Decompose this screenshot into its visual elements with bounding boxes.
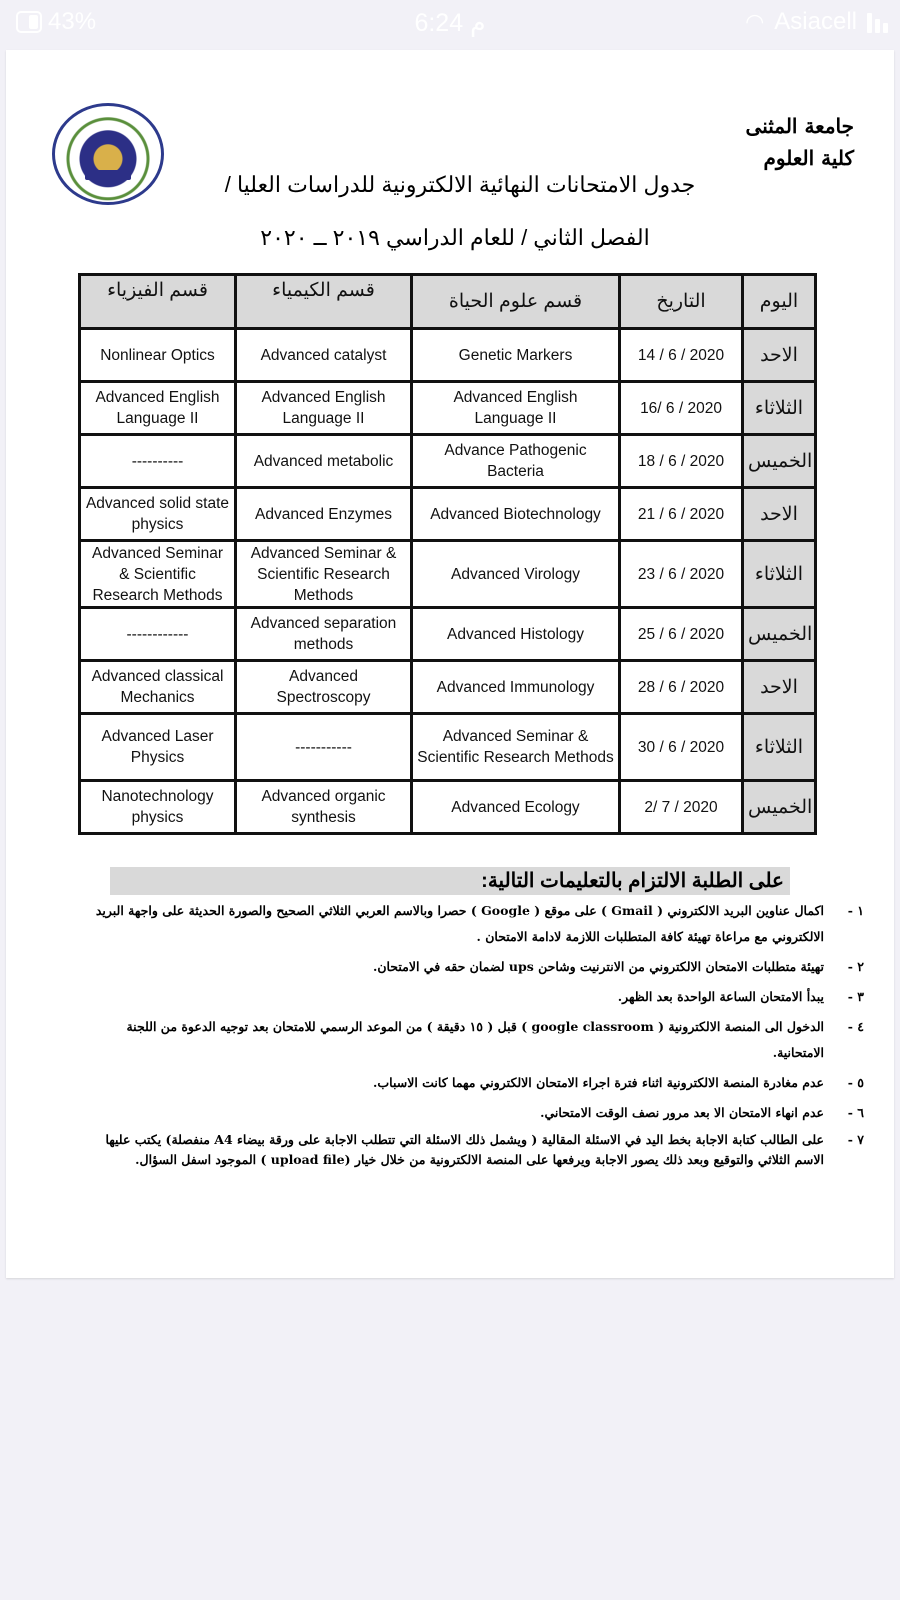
cell-physics: Advanced classical Mechanics <box>80 661 236 714</box>
instruction-text: يبدأ الامتحان الساعة الواحدة بعد الظهر. <box>617 989 824 1004</box>
instruction-number: ٥ - <box>847 1075 864 1090</box>
instruction-item <box>82 954 864 980</box>
instruction-text: على الطالب كتابة الاجابة بخط اليد في الاسئلة المقالية ( ويشمل ذلك الاسئلة التي تتطلب الاجابة على ورقة بيضاء A4 منفصلة) يكتب عليها الاسم الثلاثي والتوقيع وبعد ذلك يصور الاجابة ويرفعها على المنصة الالكترونية من خلال خيار (upload file ) الموجود اسفل السؤال. <box>105 1132 824 1167</box>
cell-day: الثلاثاء <box>743 714 816 781</box>
cell-biology: Genetic Markers <box>412 329 620 382</box>
university-name: جامعة المثنى <box>745 114 854 138</box>
table-row <box>80 661 816 714</box>
document-title: جدول الامتحانات النهائية الالكترونية للدراسات العليا / <box>224 172 696 197</box>
instructions-list <box>82 898 864 1174</box>
cell-physics: ------------ <box>80 608 236 661</box>
header-biology: قسم علوم الحياة <box>412 275 620 329</box>
cell-chemistry: Advanced separation methods <box>236 608 412 661</box>
instruction-item <box>82 898 864 950</box>
cell-date: 16/ 6 / 2020 <box>620 382 743 435</box>
cell-chemistry: Advanced Seminar & Scientific Research Methods <box>236 541 412 608</box>
cell-date: 23 / 6 / 2020 <box>620 541 743 608</box>
table-row <box>80 488 816 541</box>
cell-biology: Advanced Ecology <box>412 781 620 834</box>
cell-date: 25 / 6 / 2020 <box>620 608 743 661</box>
instruction-item <box>82 984 864 1010</box>
table-row <box>80 781 816 834</box>
cell-date: 14 / 6 / 2020 <box>620 329 743 382</box>
instruction-number: ٦ - <box>847 1105 864 1120</box>
cell-day: الخميس <box>743 781 816 834</box>
instruction-text: عدم انهاء الامتحان الا بعد مرور نصف الوقت الامتحاني. <box>540 1105 824 1120</box>
status-bar <box>0 0 900 46</box>
table-row <box>80 329 816 382</box>
cell-physics: Advanced Seminar & Scientific Research Methods <box>80 541 236 608</box>
signal-icon <box>867 11 888 33</box>
cell-biology: Advanced Histology <box>412 608 620 661</box>
document-page[interactable] <box>6 50 894 1278</box>
header-day: اليوم <box>743 275 816 329</box>
cell-physics: Advanced English Language II <box>80 382 236 435</box>
cell-date: 2/ 7 / 2020 <box>620 781 743 834</box>
cell-day: الثلاثاء <box>743 382 816 435</box>
instruction-number: ٢ - <box>847 959 864 974</box>
document-subtitle: الفصل الثاني / للعام الدراسي ٢٠١٩ ــ ٢٠٢٠ <box>260 225 650 250</box>
exam-schedule-table <box>78 273 817 835</box>
cell-biology: Advanced Seminar & Scientific Research Methods <box>412 714 620 781</box>
cell-chemistry: Advanced Enzymes <box>236 488 412 541</box>
cell-biology: Advanced Biotechnology <box>412 488 620 541</box>
instruction-number: ١ - <box>847 903 864 918</box>
cell-chemistry: Advanced English Language II <box>236 382 412 435</box>
wifi-icon: ◠ <box>745 9 765 34</box>
cell-chemistry: ----------- <box>236 714 412 781</box>
battery-percent: 43% <box>48 8 97 35</box>
cell-day: الخميس <box>743 608 816 661</box>
instruction-text: الدخول الى المنصة الالكترونية ( google classroom ) قبل ( ١٥ دقيقة ) من الموعد الرسمي للامتحان بعد توجيه الدعوة من اللجنة الامتحانية. <box>126 1019 824 1060</box>
cell-chemistry: Advanced organic synthesis <box>236 781 412 834</box>
cell-date: 28 / 6 / 2020 <box>620 661 743 714</box>
cell-biology: Advance Pathogenic Bacteria <box>412 435 620 488</box>
cell-date: 21 / 6 / 2020 <box>620 488 743 541</box>
cell-day: الخميس <box>743 435 816 488</box>
cell-date: 18 / 6 / 2020 <box>620 435 743 488</box>
instructions-heading: على الطلبة الالتزام بالتعليمات التالية: <box>110 867 790 895</box>
instruction-item <box>82 1130 864 1170</box>
cell-day: الثلاثاء <box>743 541 816 608</box>
status-right <box>745 8 888 36</box>
college-name: كلية العلوم <box>763 146 854 170</box>
cell-physics: Nonlinear Optics <box>80 329 236 382</box>
instruction-text: اكمال عناوين البريد الالكتروني ( Gmail ) على موقع ( Google ) حصرا وبالاسم العربي الثلاثي الصحيح والصورة الحديثة على واجهة البريد الالكتروني مع مراعاة تهيئة كافة المتطلبات اللازمة لادامة الامتحان . <box>95 903 824 944</box>
instruction-item <box>82 1014 864 1066</box>
carrier-name: Asiacell <box>774 8 857 35</box>
cell-biology: Advanced Immunology <box>412 661 620 714</box>
cell-date: 30 / 6 / 2020 <box>620 714 743 781</box>
cell-day: الاحد <box>743 488 816 541</box>
header-physics: قسم الفيزياء <box>80 275 236 329</box>
instruction-text: تهيئة متطلبات الامتحان الالكتروني من الانترنيت وشاحن ups لضمان حقه في الامتحان. <box>372 959 824 974</box>
header-date: التاريخ <box>620 275 743 329</box>
cell-physics: ---------- <box>80 435 236 488</box>
cell-physics: Advanced solid state physics <box>80 488 236 541</box>
table-row <box>80 382 816 435</box>
table-row <box>80 541 816 608</box>
institution-header <box>746 110 854 174</box>
cell-physics: Advanced Laser Physics <box>80 714 236 781</box>
instruction-number: ٤ - <box>847 1019 864 1034</box>
cell-physics: Nanotechnology physics <box>80 781 236 834</box>
clock: 6:24 م <box>414 9 486 37</box>
cell-chemistry: Advanced Spectroscopy <box>236 661 412 714</box>
instruction-text: عدم مغادرة المنصة الالكترونية اثناء فترة اجراء الامتحان الالكتروني مهما كانت الاسباب. <box>373 1075 824 1090</box>
header-chemistry: قسم الكيمياء <box>236 275 412 329</box>
cell-biology: Advanced English Language II <box>412 382 620 435</box>
cell-biology: Advanced Virology <box>412 541 620 608</box>
instruction-number: ٣ - <box>847 989 864 1004</box>
cell-chemistry: Advanced metabolic <box>236 435 412 488</box>
table-header-row <box>80 275 816 329</box>
instruction-item <box>82 1070 864 1096</box>
table-row <box>80 435 816 488</box>
cell-day: الاحد <box>743 329 816 382</box>
table-row <box>80 608 816 661</box>
table-row <box>80 714 816 781</box>
instruction-number: ٧ - <box>847 1132 864 1147</box>
instruction-item <box>82 1100 864 1126</box>
cell-day: الاحد <box>743 661 816 714</box>
cell-chemistry: Advanced catalyst <box>236 329 412 382</box>
